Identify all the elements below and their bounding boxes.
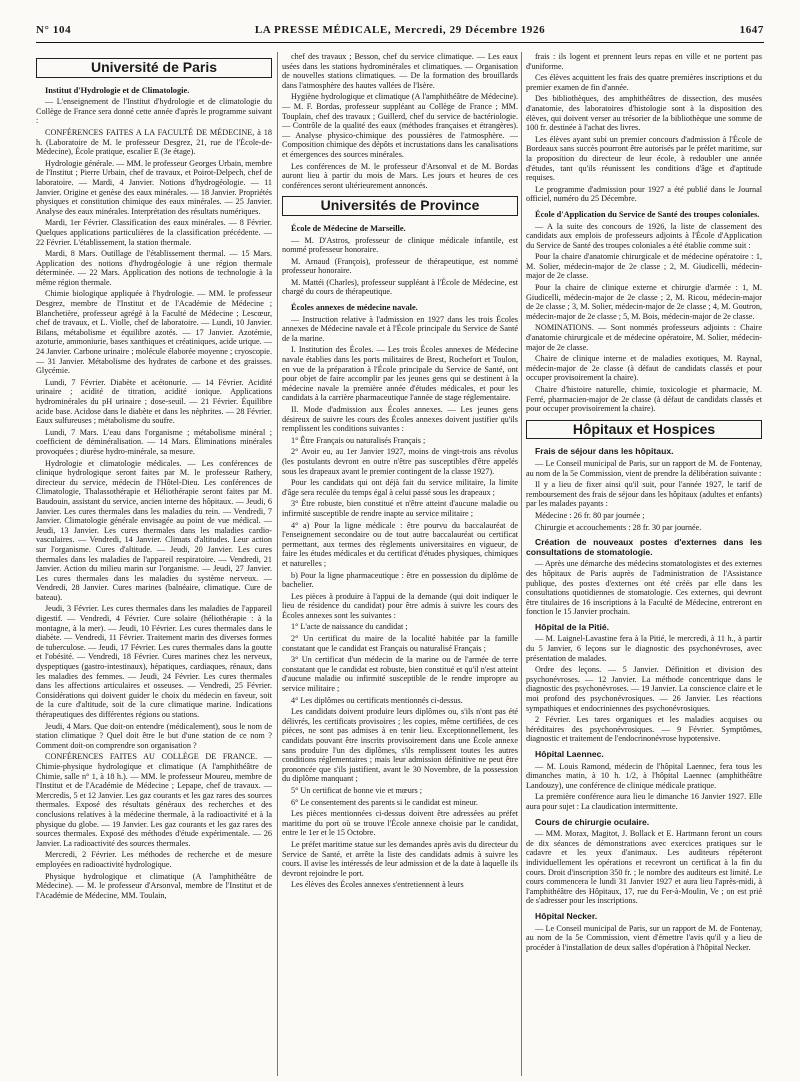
paragraph: Lundi, 7 Février. Diabète et acétonurie. — 14 Février. Acidité urinaire ; acidité de titration, acidité ionique. Applications hydrominérales du pH urinaire ; dose-seuil. — 21 Février. Équilibre acide base. Acidose dans le diabète et dans les néphrites. — 28 Février. Eaux sulfureuses ; métabolisme du soufre. [36,377,272,426]
paragraph: 1° Être Français ou naturalisés Français ; [291,435,426,445]
column-3 [526,52,762,1076]
article-body [36,97,272,900]
paragraph: Les candidats doivent produire leurs diplômes ou, s'ils n'ont pas été délivrés, les certificats provisoires ; les copies, même certifiées, de ces pièces, ne sont pas admises à en tenir lieu. Exceptionnellement, les candidats pouvant être inscrits provisoirement dans une École annexe sans produire l'un des diplômes, s'ils remplissent toutes les autres conditions réglementaires ; mais leur admission définitive ne peut être prononcée que s'ils justifient, avant le 30 Novembre, de la possession du diplôme manquant ; [282,707,518,784]
paragraph: Lundi, 7 Mars. L'eau dans l'organisme ; métabolisme minéral ; coefficient de déminéralisation. — 14 Mars. Éliminations minérales provoquées ; diurèse hydro-minérale, sa mesure. [36,427,272,456]
paragraph: Les élèves des Écoles annexes s'entretiennent à leurs [291,880,464,890]
article-heading: Création de nouveaux postes d'externes dans les consultations de stomatologie. [526,537,762,557]
column-2 [282,52,518,1076]
paragraph: Les conférences de M. le professeur d'Arsonval et de M. Bordas auront lieu à partir du mois de Mars. Les jours et heures de ces conférences seront ultérieurement annoncés. [282,161,518,190]
paragraph: b) Pour la ligne pharmaceutique : être en possession du diplôme de bachelier. [282,570,518,590]
paragraph: Pour la chaire d'anatomie chirurgicale et de médecine opératoire : 1, M. Solier, médecin-major de 2e classe ; 2, M. Giudicelli, médecin-major de 2e classe. [526,252,762,281]
paragraph: M. Mattéi (Charles), professeur suppléant à l'École de Médecine, est chargé du cours de thérapeutique. [282,277,518,297]
page-number: 1647 [739,24,764,36]
paragraph: Les pièces mentionnées ci-dessus doivent être adressées au préfet maritime du port où se trouve l'École annexe choisie par le candidat, entre le 1er et le 15 Octobre. [282,809,518,838]
paragraph: 5° Un certificat de bonne vie et mœurs ; [291,785,423,795]
paragraph: Hygiène hydrologique et climatique (A l'amphithéâtre de Médecine). — M. F. Bordas, professeur suppléant au Collège de France ; MM. Touplain, chef des travaux ; Guillerd, chef du service de bactériologie. — Contrôle de la qualité des eaux (méthodes françaises et étrangères). — Analyse physico-chimique des poussières de l'atmosphère. — Composition chimique des dépôts et incrustations dans les canalisations et émergences des sources minérales. [282,92,518,159]
article-body [526,222,762,414]
article-heading: Hôpital Laennec. [535,749,604,759]
paragraph: 2° Avoir eu, au 1er Janvier 1927, moins de vingt-trois ans révolus (les postulants devront en outre n'être pas susceptibles d'être appelés sous les drapeaux avant le premier contingent de la classe 1927). [282,447,518,476]
paragraph: 4° Les diplômes ou certificats mentionnés ci-dessus. [291,695,463,705]
paragraph: — Instruction relative à l'admission en 1927 dans les trois Écoles annexes de Médecine navale et à l'École principale du Service de Santé de la marine. [282,314,518,343]
section-title-universites-province: Universités de Province [282,196,518,216]
issue-number: N° 104 [36,24,72,36]
paragraph: chef des travaux ; Besson, chef du service climatique. — Les eaux usées dans les stations hydrominérales et climatiques. — Organisation de nouvelles stations climatiques. — De la formation des brouillards dans l'atmosphère des hautes vallées de l'Isère. [282,52,518,90]
column-1 [36,52,272,1076]
paragraph: — L'enseignement de l'Institut d'hydrologie et de climatologie du Collège de France sera donné cette année d'après le programme suivant : [36,97,272,126]
running-header [36,24,764,40]
paragraph: 2° Un certificat du maire de la localité habitée par la famille constatant que le candidat est Français ou naturalisé Français ; [282,634,518,653]
article-body [526,762,762,812]
section-title-hopitaux: Hôpitaux et Hospices [526,420,762,440]
paragraph: — Le Conseil municipal de Paris, sur un rapport de M. de Fontenay, au nom de la 5e Commission, vient de prendre la délibération suivante : [526,458,762,478]
article-body [526,634,762,744]
article-heading: Hôpital Necker. [535,910,598,921]
paragraph: Chaire de clinique interne et de maladies exotiques, M. Raynal, médecin-major de 2e classe (à défaut de candidats classés et pour occuper provisoirement la chaire). [526,354,762,383]
article-heading: École d'Application du Service de Santé des troupes coloniales. [535,209,760,219]
article-body [282,315,518,890]
article-body [526,559,762,617]
paragraph: Ces élèves acquittent les frais des quatre premières inscriptions et du premier examen de fin d'année. [526,73,762,92]
paragraph: Chimie biologique appliquée à l'hydrologie. — MM. le professeur Desgrez, membre de l'Institut et de l'Académie de Médecine ; Blanchetière, professeur agrégé à la Faculté de Médecine ; Lescœur, chef de travaux, et L. Violle, chef de laboratoire. — Lundi, 10 Janvier. Bilans, métabolisme et équilibre azotés. — 17 Janvier. Azotémie, azoturie, ammoniurie, bases xanthiques et créatiniques, acide urique. — 24 Janvier. Carbone urinaire ; molécule élaborée moyenne ; cryoscopie. — 31 Janvier. Métabolisme des hydrates de carbone et des graisses. Glycémie. [36,289,272,376]
paragraph: II. Mode d'admission aux Écoles annexes. — Les jeunes gens désireux de suivre les cours des Écoles annexes doivent justifier qu'ils remplissent les conditions suivantes : [282,405,518,434]
article-body [526,829,762,906]
paragraph: Hydrologie et climatologie médicales. — Les conférences de clinique hydrologique seront faites par M. le professeur Rathery, directeur du service, médecin de l'Hôtel-Dieu. Les conférences de Climatologie, Thalassothérapie et Héliothérapie seront faites par M. Baudouin, assistant du service, ancien interne des hôpitaux. — Jeudi, 6 Janvier. Les cures thermales dans les maladies du rein. — Vendredi, 7 Janvier. Climatologie générale envisagée au point de vue médical. — Jeudi, 13 Janvier. Les cures thermales dans les maladies cardio-vasculaires. — Vendredi, 14 Janvier. Climats d'altitudes. Leur action sur l'organisme. Cures d'altitude. — Jeudi, 20 Janvier. Les cures thermales dans les maladies de l'appareil respiratoire. — Vendredi, 21 Janvier. Action du milieu marin sur l'organisme. — Jeudi, 27 Janvier. Les cures thermales dans les maladies du système nerveux. — Vendredi, 28 Janvier. Cures marines (balnéaire, climatique. Cure de bateau). [36,458,272,602]
paragraph: Il y a lieu de fixer ainsi qu'il suit, pour l'année 1927, le tarif de remboursement des frais de séjour dans les hôpitaux (adultes et enfants) par les malades payants : [526,480,762,509]
paragraph: Mardi, 1er Février. Classification des eaux minérales. — 8 Février. Quelques applications particulières de la classification précédente. — 22 Février. L'établissement, la station thermale. [36,218,272,247]
paragraph: CONFÉRENCES FAITES AU COLLÈGE DE FRANCE. — Chimie-physique hydrologique et climatique (A l'amphithéâtre de Chimie, salle n° 1, à 18 h.). — MM. le professeur Moureu, membre de l'Institut et de l'Académie de Médecine ; Lepape, chef de travaux. — Mercredis, 5 et 12 Janvier. Les gaz courants et les gaz rares des sources thermales. Exposé des résultats généraux des recherches et des conclusions relatives à la médecine thermale, à la radioactivité et à la physique du globe. — 19 Janvier. Les gaz courants et les gaz rares des sources thermales. Exposé des méthodes d'étude expérimentale. — 26 Janvier. La radioactivité des sources thermales. [36,752,272,848]
paragraph: 6° Le consentement des parents si le candidat est mineur. [291,797,478,807]
paragraph: Les élèves ayant subi un premier concours d'admission à l'École de Bordeaux sans succès pourront être autorisés par le préfet maritime, sur la proposition du directeur de leur école, à redoubler une année d'études, tant qu'ils réunissent les conditions d'âge et d'aptitude requises. [526,134,762,183]
article-heading: Hôpital de la Pitié. [535,621,610,632]
section-title-universite-paris: Université de Paris [36,58,272,78]
article-body [282,236,518,298]
paragraph: CONFÉRENCES FAITES A LA FACULTÉ DE MÉDECINE, à 18 h. (Laboratoire de M. le professeur Desgrez, 21, rue de l'École-de-Médecine), École pratique, escalier E (3e étage). [36,127,272,157]
paragraph: Mardi, 8 Mars. Outillage de l'établissement thermal. — 15 Mars. Application des notions d'hydrogéologie à une région thermale déterminée. — 22 Mars. Application des notions de technologie à la même région thermale. [36,249,272,287]
article-heading: Cours de chirurgie oculaire. [535,816,650,827]
paragraph: — A la suite des concours de 1926, la liste de classement des candidats aux emplois de professeurs adjoints à l'École d'Application du Service de Santé des troupes coloniales a été établie comme suit : [526,221,762,250]
article-heading: Frais de séjour dans les hôpitaux. [535,446,674,457]
paragraph: Hydrologie générale. — MM. le professeur Georges Urbain, membre de l'Institut ; Pierre Urbain, chef de travaux, et Poirot-Delpech, chef de laboratoire. — Mardi, 4 Janvier. Notions d'hydrogéologie. — 11 Janvier. Origine et genèse des eaux minérales. — 18 Janvier. Propriétés physiques et constitution chimique des eaux minérales. — 25 Janvier. Analyse des eaux minérales. Interprétation des résultats numériques. [36,158,272,216]
paragraph: Pour les candidats qui ont déjà fait du service militaire, la limite d'âge sera reculée du temps égal à celui passé sous les drapeaux ; [282,478,518,497]
paragraph: — MM. Morax, Magitot, J. Bollack et E. Hartmann feront un cours de dix séances de démonstrations avec exercices pratiques sur le cadavre et les yeux d'animaux. Les auditeurs répéteront individuellement les opérations et recevront un certificat à la fin du cours. Droit d'inscription 350 fr. ; le nombre des auditeurs est limité. Le cours commencera le lundi 31 Janvier 1927 et aura lieu l'après-midi, à l'amphithéâtre des Hôpitaux, 17, rue du Fer-à-Moulin, Ve ; on est prié de s'adresser pour les inscriptions. [526,829,762,906]
paragraph: Le programme d'admission pour 1927 a été publié dans le Journal officiel, numéro du 25 Décembre. [526,184,762,204]
article-body [526,459,762,532]
article-body [526,52,762,204]
article-body [282,52,518,190]
paragraph: — M. Laignel-Lavastine fera à la Pitié, le mercredi, à 11 h., à partir du 5 Janvier, 6 leçons sur le diagnostic des psychonévroses, avec présentation de malades. [526,634,762,663]
paragraph: — M. Louis Ramond, médecin de l'hôpital Laennec, fera tous les dimanches matin, à 10 h. 1/2, à l'hôpital Laennec (amphithéâtre Landouzy), une conférence de clinique médicale pratique. [526,761,762,790]
paragraph: Le préfet maritime statue sur les demandes après avis du directeur du Service de Santé, et arrête la liste des candidats admis à suivre les cours. Il avise les intéressés de leur admission et de la date à laquelle ils devront rejoindre le port. [282,839,518,878]
column-divider [277,52,278,1076]
paragraph: Pour la chaire de clinique externe et chirurgie d'armée : 1, M. Giudicelli, médecin-major de 2e classe ; 2, M. Ricou, médecin-major de 2e classe ; 3, M. Solier, médecin-major de 2e classe ; 4, M. Goutron, médecin-major de 2e classe ; 5, M. Bois, médecin-major de 2e classe. [526,283,762,321]
paragraph: Physique hydrologique et climatique (A l'amphithéâtre de Médecine). — M. le professeur d'Arsonval, membre de l'Institut et de l'Académie de Médecine, MM. Toulain, [36,871,272,900]
paragraph: NOMINATIONS. — Sont nommés professeurs adjoints : Chaire d'anatomie chirurgicale et de médecine opératoire, M. Solier, médecin-major de 2e classe. [526,323,762,352]
paragraph: M. Arnaud (François), professeur de thérapeutique, est nommé professeur honoraire. [282,256,518,276]
paragraph: Ordre des leçons. — 5 Janvier. Définition et division des psychonévroses. — 12 Janvier. La méthode concentrique dans le diagnostic des psychonévroses. — 19 Janvier. La conscience claire et le moi profond des psychonévrosiques. — 26 Janvier. Les réactions sympathiques et endocriniennes des psychonévrosiques. [526,665,762,713]
paragraph: Jeudi, 3 Février. Les cures thermales dans les maladies de l'appareil digestif. — Vendredi, 4 Février. Cure solaire (héliothérapie : à la montagne, à la mer). — Jeudi, 10 Février. Les cures thermales dans le diabète. — Vendredi, 11 Février. Traitement marin des diverses formes de tuberculose. — Jeudi, 17 Février. Les cures thermales dans la goutte et l'obésité. — Vendredi, 18 Février. Cures marines chez les nerveux, dyspeptiques (gastro-intestinaux), hépatiques, cardiaques, rénaux, dans les maladies des femmes. — Jeudi, 24 Février. Les cures thermales dans les affections articulaires et osseuses. — Vendredi, 25 Février. Considérations qui doivent guider le choix du médecin en faveur, soit de la cure d'altitude, soit de la cure climatique marine. Indications thérapeutiques des différentes régions ou stations. [36,604,272,719]
journal-title: LA PRESSE MÉDICALE, Mercredi, 29 Décembre 1926 [254,24,546,36]
article-body [526,924,762,953]
paragraph: Médecine : 26 fr. 80 par journée ; [535,510,645,520]
paragraph: Jeudi, 4 Mars. Que doit-on entendre (médicalement), sous le nom de station climatique ? Quel doit être le but d'une station de ce nom ? Comment doit-on comprendre son organisation ? [36,721,272,750]
paragraph: Les pièces à produire à l'appui de la demande (qui doit indiquer le lieu de résidence du candidat) pour être admis à suivre les cours des Écoles annexes sont les suivantes : [282,591,518,620]
paragraph: 3° Un certificat d'un médecin de la marine ou de l'armée de terre constatant que le candidat est robuste, bien constitué et qu'il n'est atteint d'aucune maladie ou infirmité susceptible de le rendre impropre au service militaire ; [282,655,518,694]
paragraph: 2 Février. Les tares organiques et les maladies acquises ou héréditaires des psychonévrosiques. — 9 Février. Symptômes, diagnostic et traitement de l'endocrinonévrose hypotensive. [526,715,762,744]
paragraph: I. Institution des Écoles. — Les trois Écoles annexes de Médecine navale établies dans les ports militaires de Brest, Rochefort et Toulon, en vue de la préparation à l'École principale du Service de Santé, ont pour objet de faire accomplir par les jeunes gens qui se destinent à la médecine navale la première année d'études médicales, et pour les candidats à la carrière pharmaceutique l'année de stage réglementaire. [282,345,518,403]
paragraph: Des bibliothèques, des amphithéâtres de dissection, des musées d'anatomie, des laboratoires d'histologie sont à la disposition des élèves, qui doivent verser au trésorier de la bibliothèque une somme de 100 fr. destinée à l'achat des livres. [526,94,762,133]
column-divider [521,52,522,1076]
paragraph: 4° a) Pour la ligne médicale : être pourvu du baccalauréat de l'enseignement secondaire ou de tout autre baccalauréat ou certificat permettant, aux termes des règlements universitaires en vigueur, de faire les études médicales et du certificat d'études physiques, chimiques et naturelles ; [282,520,518,568]
paragraph: Chirurgie et accouchements : 28 fr. 30 par journée. [535,522,702,532]
paragraph: La première conférence aura lieu le dimanche 16 Janvier 1927. Elle aura pour sujet : La claudication intermittente. [526,792,762,811]
paragraph: Chaire d'histoire naturelle, chimie, toxicologie et pharmacie, M. Ferré, pharmacien-major de 2e classe (à défaut de candidats classés et pour occuper provisoirement la chaire). [526,385,762,414]
article-heading: École de Médecine de Marseille. [291,223,406,233]
paragraph: 3° Être robuste, bien constitué et n'être atteint d'aucune maladie ou infirmité susceptible de rendre inapte au service militaire ; [282,499,518,518]
paragraph: — Le Conseil municipal de Paris, sur un rapport de M. de Fontenay, au nom de la 5e Commission, vient d'émettre l'avis qu'il y a lieu de procéder à l'installation de deux salles d'opération à l'hôpital Necker. [526,923,762,952]
paragraph: frais : ils logent et prennent leurs repas en ville et ne portent pas d'uniforme. [526,52,762,71]
paragraph: 1° L'acte de naissance du candidat ; [291,622,408,632]
paragraph: — Après une démarche des médecins stomatologistes et des externes des hôpitaux de Paris auprès de l'administration de l'Assistance publique, des postes d'externes ont été créés par elle dans les consultations quotidiennes de stomatologie. Ces externes, qui devront être titulaires de 16 inscriptions à la Faculté de Médecine, entreront en fonction le 15 Janvier prochain. [526,559,762,617]
article-heading: Écoles annexes de médecine navale. [291,303,418,313]
header-rule [36,42,764,43]
paragraph: — M. D'Astros, professeur de clinique médicale infantile, est nommé professeur honoraire. [282,235,518,255]
paragraph: Mercredi, 2 Février. Les méthodes de recherche et de mesure employées en radioactivité hydrologique. [36,850,272,869]
article-heading: Institut d'Hydrologie et de Climatologie. [45,85,190,95]
